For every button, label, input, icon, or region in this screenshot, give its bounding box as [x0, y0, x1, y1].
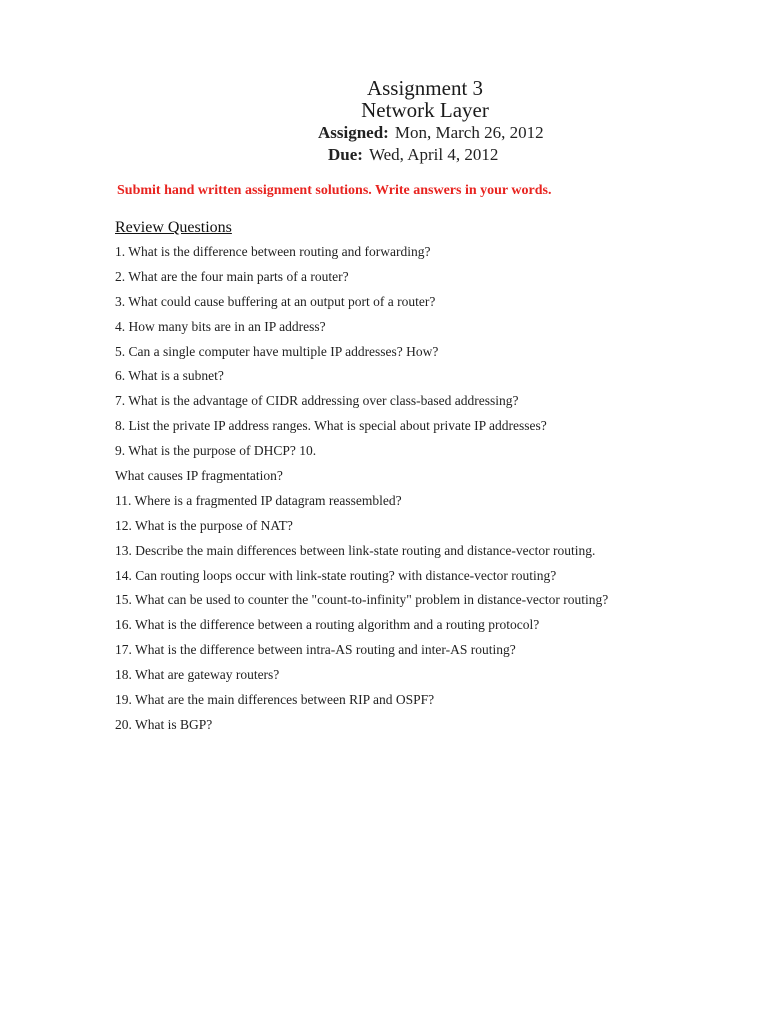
question-item: 17. What is the difference between intra-AS routing and inter-AS routing?	[115, 642, 516, 658]
assignment-title: Assignment 3	[366, 76, 484, 100]
question-list	[115, 242, 608, 740]
question-item: 16. What is the difference between a routing algorithm and a routing protocol?	[115, 617, 540, 633]
assigned-label: Assigned:	[318, 123, 389, 142]
section-heading: Review Questions	[115, 219, 232, 236]
question-item: 19. What are the main differences between RIP and OSPF?	[115, 692, 435, 708]
question-item: 15. What can be used to counter the "count-to-infinity" problem in distance-vector routing?	[115, 592, 609, 608]
due-date-line	[328, 145, 498, 165]
question-item: 7. What is the advantage of CIDR addressing over class-based addressing?	[115, 393, 519, 409]
question-item: 2. What are the four main parts of a router?	[115, 268, 349, 284]
assignment-subtitle: Network Layer	[361, 98, 489, 122]
assigned-date: Mon, March 26, 2012	[394, 123, 544, 142]
question-item: 11. Where is a fragmented IP datagram reassembled?	[115, 492, 402, 508]
due-date: Wed, April 4, 2012	[368, 145, 499, 164]
question-item: 6. What is a subnet?	[115, 368, 224, 384]
question-item: 20. What is BGP?	[115, 716, 213, 732]
due-label: Due:	[328, 145, 363, 164]
question-item: 4. How many bits are in an IP address?	[115, 318, 326, 334]
question-item: 5. Can a single computer have multiple IP addresses? How?	[115, 343, 439, 359]
assigned-date-line	[318, 123, 544, 143]
question-item: 8. List the private IP address ranges. What is special about private IP addresses?	[115, 418, 547, 434]
question-item: 14. Can routing loops occur with link-state routing? with distance-vector routing?	[115, 567, 557, 583]
question-item: 18. What are gateway routers?	[115, 667, 280, 683]
question-item: 12. What is the purpose of NAT?	[115, 517, 293, 533]
question-item: 3. What could cause buffering at an output port of a router?	[115, 293, 436, 309]
submission-notice: Submit hand written assignment solutions. Write answers in your words.	[117, 183, 552, 198]
question-item: 13. Describe the main differences between link-state routing and distance-vector routing.	[115, 542, 596, 558]
question-item: 1. What is the difference between routing and forwarding?	[115, 244, 431, 259]
question-item: What causes IP fragmentation?	[115, 468, 283, 484]
question-item: 9. What is the purpose of DHCP? 10.	[115, 443, 317, 459]
